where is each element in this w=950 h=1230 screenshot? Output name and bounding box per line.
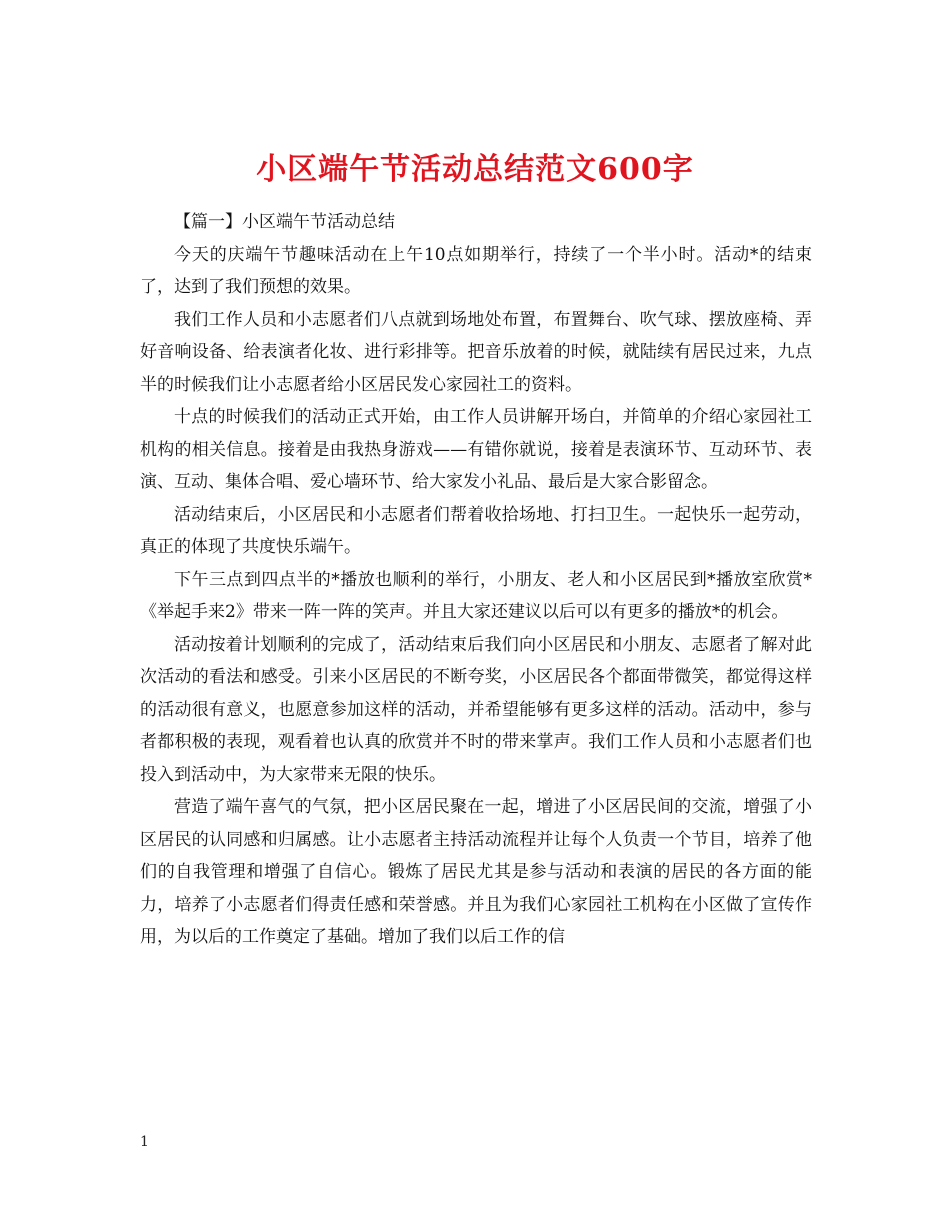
- document-body: [140, 206, 812, 954]
- section-heading: 【篇一】小区端午节活动总结: [174, 212, 395, 232]
- paragraph-3: 十点的时候我们的活动正式开始，由工作人员讲解开场白，并简单的介绍心家园社工机构的相关信息。接着是由我热身游戏——有错你就说，接着是表演环节、互动环节、表演、互动、集体合唱、爱心墙环节、给大家发小礼品、最后是大家合影留念。: [140, 407, 812, 492]
- paragraph-4: 活动结束后，小区居民和小志愿者们帮着收拾场地、打扫卫生。一起快乐一起劳动，真正的体现了共度快乐端午。: [140, 504, 812, 557]
- paragraph-1: 今天的庆端午节趣味活动在上午10点如期举行，持续了一个半小时。活动*的结束了，达到了我们预想的效果。: [140, 244, 812, 297]
- paragraph-7: 营造了端午喜气的气氛，把小区居民聚在一起，增进了小区居民间的交流，增强了小区居民的认同感和归属感。让小志愿者主持活动流程并让每个人负责一个节目，培养了他们的自我管理和增强了自信心。锻炼了居民尤其是参与活动和表演的居民的各方面的能力，培养了小志愿者们得责任感和荣誉感。并且为我们心家园社工机构在小区做了宣传作用，为以后的工作奠定了基础。增加了我们以后工作的信: [140, 797, 812, 947]
- paragraph-6: 活动按着计划顺利的完成了，活动结束后我们向小区居民和小朋友、志愿者了解对此次活动的看法和感受。引来小区居民的不断夸奖，小区居民各个都面带微笑，都觉得这样的活动很有意义，也愿意参加这样的活动，并希望能够有更多这样的活动。活动中，参与者都积极的表现，观看着也认真的欣赏并不时的带来掌声。我们工作人员和小志愿者们也投入到活动中，为大家带来无限的快乐。: [140, 634, 812, 785]
- document-title: 小区端午节活动总结范文600字: [256, 152, 694, 188]
- page-number: 1: [140, 1134, 149, 1150]
- paragraph-5: 下午三点到四点半的*播放也顺利的举行，小朋友、老人和小区居民到*播放室欣赏*《举起手来2》带来一阵一阵的笑声。并且大家还建议以后可以有更多的播放*的机会。: [140, 569, 812, 622]
- paragraph-2: 我们工作人员和小志愿者们八点就到场地处布置，布置舞台、吹气球、摆放座椅、弄好音响设备、给表演者化妆、进行彩排等。把音乐放着的时候，就陆续有居民过来，九点半的时候我们让小志愿者给小区居民发心家园社工的资料。: [140, 309, 812, 395]
